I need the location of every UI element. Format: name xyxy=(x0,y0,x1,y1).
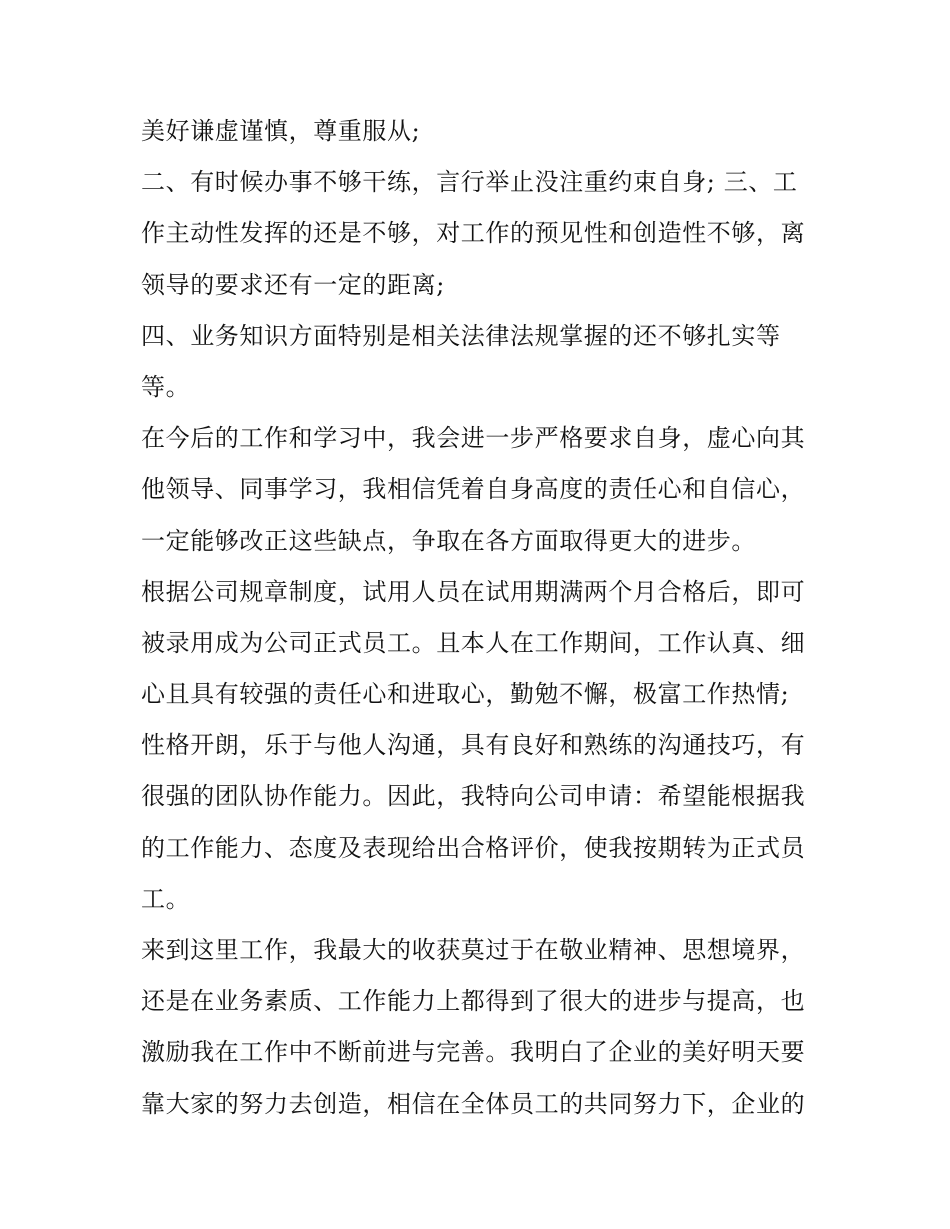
text-line: 领导的要求还有一定的距离; xyxy=(141,270,445,299)
text-line: 被录用成为公司正式员工。且本人在工作期间，工作认真、细 xyxy=(141,628,806,657)
text-line: 的工作能力、态度及表现给出合格评价，使我按期转为正式员 xyxy=(141,833,806,862)
body-text xyxy=(141,106,821,1130)
text-line: 性格开朗，乐于与他人沟通，具有良好和熟练的沟通技巧，有 xyxy=(141,731,806,760)
text-line: 工。 xyxy=(141,884,191,913)
text-line: 来到这里工作，我最大的收获莫过于在敬业精神、思想境界， xyxy=(141,936,806,964)
text-line: 他领导、同事学习，我相信凭着自身高度的责任心和自信心， xyxy=(141,475,806,504)
text-line: 美好谦虚谨慎，尊重服从; xyxy=(141,117,421,145)
text-line: 根据公司规章制度，试用人员在试用期满两个月合格后，即可 xyxy=(141,577,806,606)
text-line: 还是在业务素质、工作能力上都得到了很大的进步与提高，也 xyxy=(141,987,806,1016)
text-line: 激励我在工作中不断前进与完善。我明白了企业的美好明天要 xyxy=(141,1038,806,1067)
text-line: 很强的团队协作能力。因此，我特向公司申请：希望能根据我 xyxy=(141,782,806,811)
text-line: 等。 xyxy=(141,372,191,401)
text-line: 在今后的工作和学习中，我会进一步严格要求自身，虚心向其 xyxy=(141,424,806,453)
text-line: 四、业务知识方面特别是相关法律法规掌握的还不够扎实等 xyxy=(141,321,781,350)
text-line: 作主动性发挥的还是不够，对工作的预见性和创造性不够，离 xyxy=(141,219,806,248)
text-line: 心且具有较强的责任心和进取心，勤勉不懈，极富工作热情; xyxy=(141,680,790,709)
text-line: 靠大家的努力去创造，相信在全体员工的共同努力下，企业的 xyxy=(141,1089,806,1118)
text-line: 二、有时候办事不够干练，言行举止没注重约束自身; 三、工 xyxy=(141,168,798,197)
text-line: 一定能够改正这些缺点，争取在各方面取得更大的进步。 xyxy=(141,526,756,555)
